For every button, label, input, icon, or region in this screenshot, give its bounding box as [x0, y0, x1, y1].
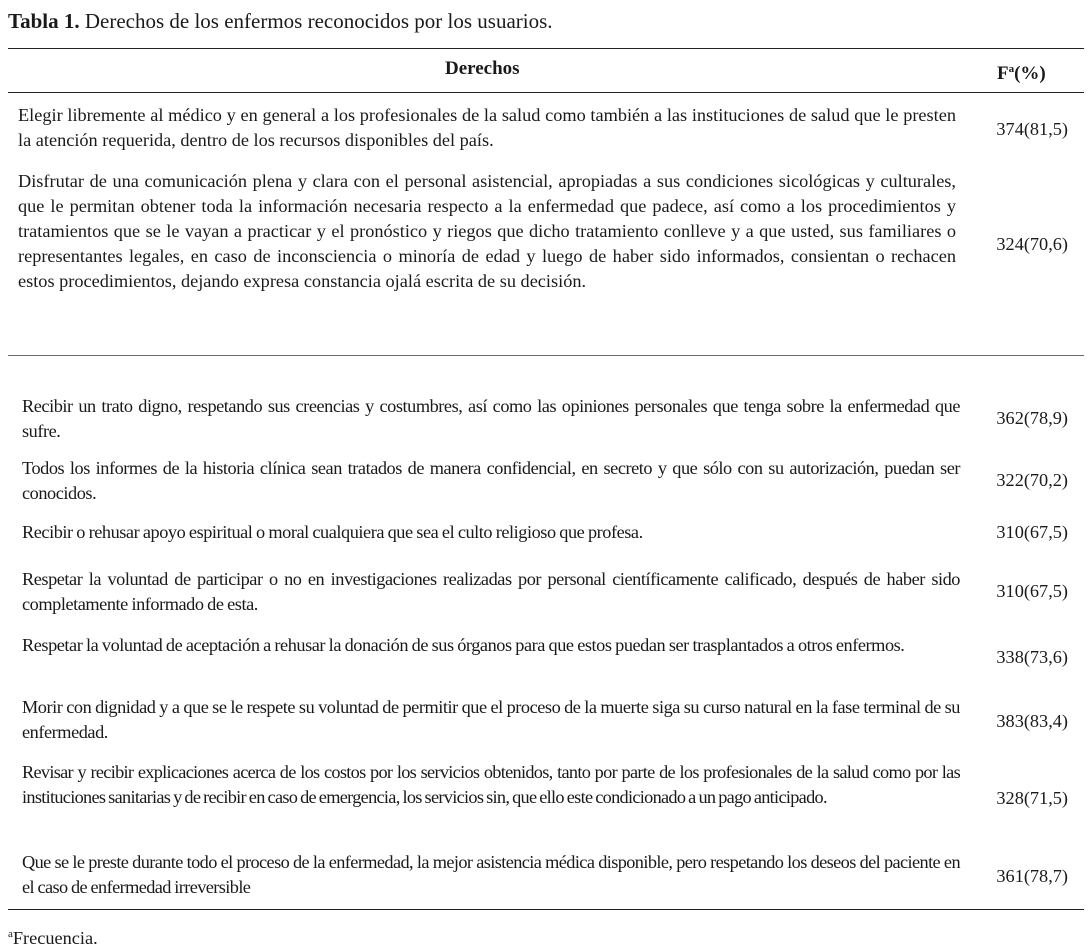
table-row-right: Elegir libremente al médico y en general a los profesionales de la salud como también a las instituciones de salud que le presten la atención requerida, dentro de los recursos disponibles del país. — [18, 105, 956, 150]
table-row-right: Que se le preste durante todo el proceso de la enfermedad, la mejor asistencia médica disponible, pero respetando los deseos del paciente en el caso de enfermedad irreversible — [22, 852, 960, 897]
table-row-frequency: 383(83,4) — [996, 711, 1068, 731]
table-bottom-rule — [8, 909, 1084, 910]
table-row-frequency: 324(70,6) — [996, 234, 1068, 254]
table-row-frequency: 310(67,5) — [996, 522, 1068, 542]
table-row-right: Respetar la voluntad de participar o no en investigaciones realizadas por personal científicamente calificado, después de haber sido completamente informado de esta. — [22, 569, 960, 614]
column-header-rights: Derechos — [445, 58, 520, 79]
table-row-frequency: 338(73,6) — [996, 647, 1068, 667]
table-row-frequency: 310(67,5) — [996, 581, 1068, 601]
table-header-rule — [8, 92, 1084, 93]
table-row-frequency: 362(78,9) — [996, 408, 1068, 428]
table-row-right: Recibir un trato digno, respetando sus creencias y costumbres, así como las opiniones personales que tenga sobre la enfermedad que sufre. — [22, 396, 960, 441]
table-row-right: Revisar y recibir explicaciones acerca de los costos por los servicios obtenidos, tanto por parte de los profesionales de la salud como por las instituciones sanitarias y de recibir en caso de emergencia, los servicios sin, que ello este condicionado a un pago anticipado. — [22, 762, 960, 807]
table-row-frequency: 361(78,7) — [996, 866, 1068, 886]
column-header-frequency: $F^a(\%)$ — [997, 63, 1046, 84]
table-row-frequency: 328(71,5) — [996, 788, 1068, 808]
footnote-marker: a — [8, 928, 13, 940]
table-row-right: Recibir o rehusar apoyo espiritual o moral cualquiera que sea el culto religioso que profesa. — [22, 522, 643, 542]
table-row-right: Disfrutar de una comunicación plena y clara con el personal asistencial, apropiadas a sus condiciones sicológicas y culturales, que le permitan obtener toda la información necesaria respecto a la enfermedad que padece, así como a los procedimientos y tratamientos que se le vayan a practicar y el pronóstico y riegos que dicho tratamiento conlleve y a que usted, sus familiares o representantes legales, en caso de inconsciencia o minoría de edad y luego de haber sido informados, consientan o rechacen estos procedimientos, dejando expresa constancia ojalá escrita de su decisión. — [18, 171, 956, 291]
table-label: Tabla 1. — [8, 9, 80, 33]
table-caption — [8, 8, 553, 34]
footnote-text: Frecuencia. — [12, 928, 98, 948]
table-top-rule — [8, 48, 1084, 49]
table-title: Derechos de los enfermos reconocidos por los usuarios. — [79, 9, 553, 33]
table-row-right: Morir con dignidad y a que se le respete su voluntad de permitir que el proceso de la muerte siga su curso natural en la fase terminal de su enfermedad. — [22, 697, 960, 742]
table-footnote — [8, 922, 98, 950]
table-row-frequency: 374(81,5) — [996, 119, 1068, 139]
table-section-rule — [8, 355, 1084, 356]
table-row-right: Respetar la voluntad de aceptación a rehusar la donación de sus órganos para que estos puedan ser trasplantados a otros enfermos. — [22, 635, 905, 655]
table-row-frequency: 322(70,2) — [996, 470, 1068, 490]
table-row-right: Todos los informes de la historia clínica sean tratados de manera confidencial, en secreto y que sólo con su autorización, puedan ser conocidos. — [22, 458, 960, 503]
